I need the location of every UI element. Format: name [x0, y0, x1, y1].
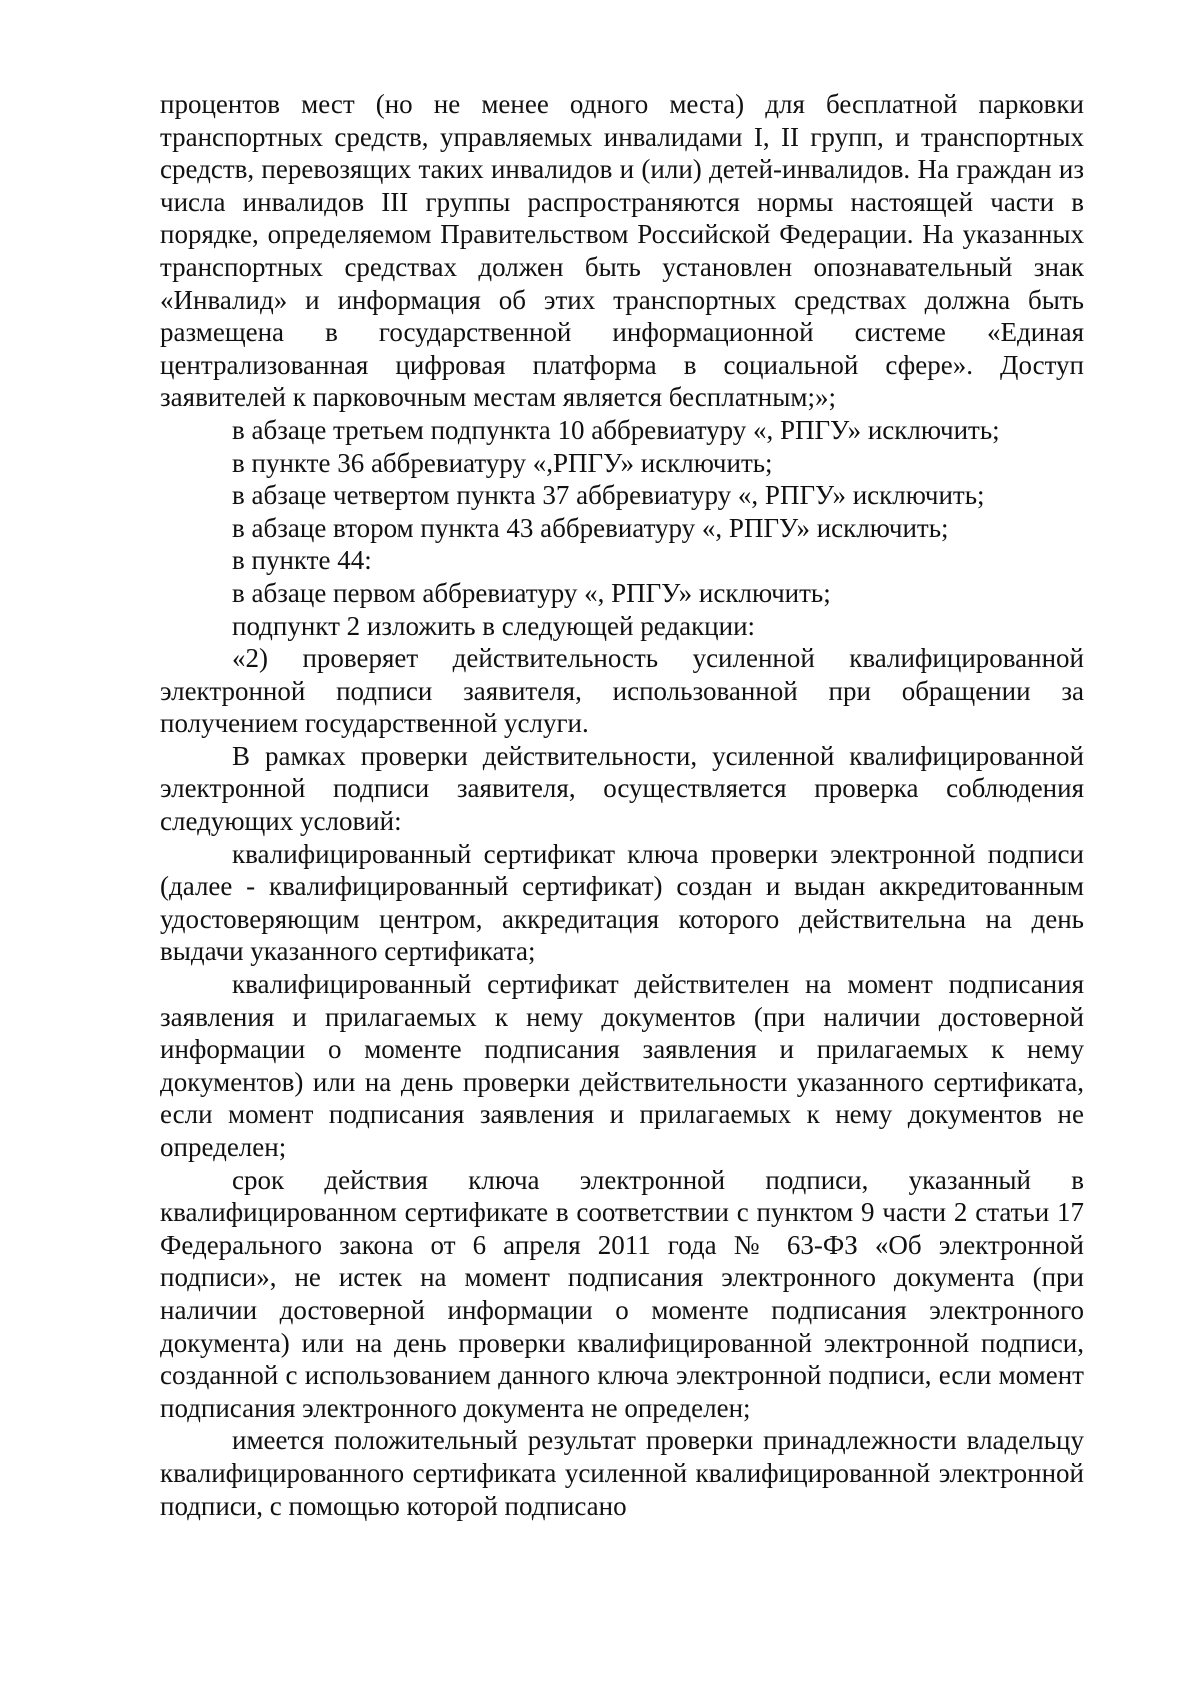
paragraph-condition-key-validity: срок действия ключа электронной подписи, указанный в квалифицированном сертификате в соответствии с пунктом 9 части 2 статьи 17 Федерального закона от 6 апреля 2011 года № 63-ФЗ «Об электронной подписи», не истек на момент подписания электронного документа (при наличии достоверной информации о моменте подписания электронного документа) или на день проверки квалифицированной электронной подписи, созданной с использованием данного ключа электронной подписи, если момент подписания электронного документа не определен; [160, 1164, 1084, 1423]
paragraph-subpoint-2-text: «2) проверяет действительность усиленной квалифицированной электронной подписи заявителя, использованной при обращении за получением государственной услуги. [160, 643, 1084, 739]
paragraph-subpoint-10: в абзаце третьем подпункта 10 аббревиатуру «, РПГУ» исключить; [232, 414, 1000, 445]
paragraph-condition-certificate-valid: квалифицированный сертификат действителен на момент подписания заявления и прилагаемых к нему документов (при наличии достоверной информации о моменте подписания заявления и прилагаемых к нему документов) или на день проверки действительности указанного сертификата, если момент подписания заявления и прилагаемых к нему документов не определен; [160, 969, 1084, 1162]
paragraph-point-43: в абзаце втором пункта 43 аббревиатуру «, РПГУ» исключить; [232, 512, 949, 543]
paragraph-point-37: в абзаце четвертом пункта 37 аббревиатуру «, РПГУ» исключить; [232, 480, 985, 511]
paragraph-condition-ownership-check: имеется положительный результат проверки принадлежности владельцу квалифицированного сертификата усиленной квалифицированной электронной подписи, с помощью которой подписано [160, 1425, 1084, 1521]
paragraph-verification-conditions: В рамках проверки действительности, усиленной квалифицированной электронной подписи заявителя, осуществляется проверка соблюдения следующих условий: [160, 740, 1084, 837]
document-page [160, 88, 1084, 1522]
paragraph-condition-certificate-issued: квалифицированный сертификат ключа проверки электронной подписи (далее - квалифицированный сертификат) создан и выдан аккредитованным удостоверяющим центром, аккредитация которого действительна на день выдачи указанного сертификата; [160, 838, 1084, 967]
paragraph-parking-continuation: процентов мест (но не менее одного места) для бесплатной парковки транспортных средств, управляемых инвалидами I, II групп, и транспортных средств, перевозящих таких инвалидов и (или) детей-инвалидов. На граждан из числа инвалидов III группы распространяются нормы настоящей части в порядке, определяемом Правительством Российской Федерации. На указанных транспортных средствах должен быть установлен опознавательный знак «Инвалид» и информация об этих транспортных средствах должна быть размещена в государственной информационной системе «Единая централизованная цифровая платформа в социальной сфере». Доступ заявителей к парковочным местам является бесплатным;»; [160, 89, 1084, 413]
paragraph-point-44: в пункте 44: [232, 545, 372, 576]
paragraph-point-44-first: в абзаце первом аббревиатуру «, РПГУ» исключить; [232, 577, 831, 608]
paragraph-point-36: в пункте 36 аббревиатуру «,РПГУ» исключить; [232, 447, 773, 478]
paragraph-subpoint-2-intro: подпункт 2 изложить в следующей редакции: [232, 610, 756, 641]
